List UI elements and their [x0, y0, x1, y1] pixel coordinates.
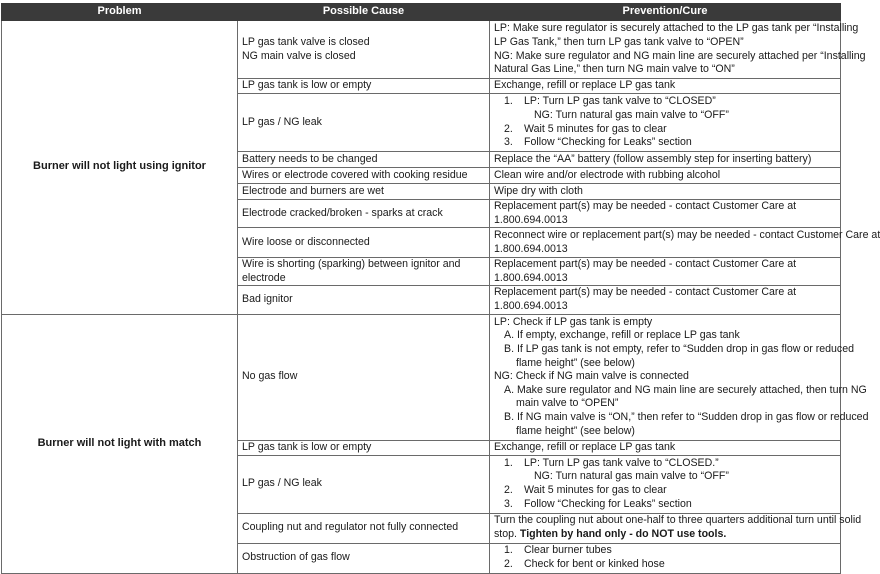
cure-text: NG: Make sure regulator and NG main line are securely attached per “Installing [494, 49, 866, 62]
cure-cell [490, 228, 880, 258]
cure-text: B. If LP gas tank is not empty, refer to “Sudden drop in gas flow or reduced [504, 343, 854, 356]
cure-text: Check for bent or kinked hose [524, 558, 665, 571]
cure-text: NG: Turn natural gas main valve to “OFF” [534, 108, 729, 121]
step-number: 1. [504, 456, 513, 469]
cause-cell: Wire is shorting (sparking) between ignitor and electrode [238, 258, 490, 286]
cure-text: Follow “Checking for Leaks” section [524, 136, 692, 149]
cure-text: NG: Check if NG main valve is connected [494, 370, 689, 383]
cause-cell: Coupling nut and regulator not fully connected [238, 513, 490, 543]
cure-text: Follow “Checking for Leaks” section [524, 497, 692, 510]
cause-cell: Electrode and burners are wet [238, 184, 490, 200]
cause-text: LP gas tank valve is closed [242, 35, 370, 48]
cause-cell [238, 21, 490, 79]
cure-text: A. If empty, exchange, refill or replace LP gas tank [504, 329, 740, 342]
cure-text: A. Make sure regulator and NG main line are securely attached, then turn NG [504, 383, 867, 396]
cure-text: LP: Check if LP gas tank is empty [494, 315, 653, 328]
cause-cell: LP gas / NG leak [238, 455, 490, 513]
cause-cell: Wire loose or disconnected [238, 228, 490, 258]
header-cause: Possible Cause [238, 4, 490, 21]
table-row [2, 314, 841, 440]
problem-cell: Burner will not light with match [2, 314, 238, 573]
cure-text: B. If NG main valve is “ON,” then refer to “Sudden drop in gas flow or reduced [504, 411, 869, 424]
problem-cell: Burner will not light using ignitor [2, 21, 238, 315]
header-row [2, 4, 841, 21]
header-cure: Prevention/Cure [490, 4, 841, 21]
cure-cell [490, 513, 862, 543]
cure-cell [490, 314, 869, 440]
step-number: 3. [504, 136, 513, 149]
cure-text: LP: Make sure regulator is securely attached to the LP gas tank per “Installing [494, 22, 859, 35]
cure-cell: Replace the “AA” battery (follow assembly step for inserting battery) [490, 152, 841, 168]
cure-text: Reconnect wire or replacement part(s) may be needed - contact Customer Care at [494, 229, 880, 242]
cure-text: Natural Gas Line,” then turn NG main valve to “ON” [494, 63, 735, 76]
cure-text: stop. [494, 528, 517, 541]
cure-cell [490, 94, 841, 152]
cure-text: LP: Turn LP gas tank valve to “CLOSED.” [524, 456, 719, 469]
cure-text: Turn the coupling nut about one-half to three quarters additional turn until solid [494, 514, 862, 527]
cure-text: main valve to “OPEN” [516, 397, 619, 410]
troubleshooting-table [1, 3, 880, 574]
cure-cell: Replacement part(s) may be needed - contact Customer Care at 1.800.694.0013 [490, 258, 841, 286]
cure-text: Wait 5 minutes for gas to clear [524, 484, 667, 497]
cure-cell [490, 543, 841, 573]
step-number: 2. [504, 484, 513, 497]
cure-cell: Wipe dry with cloth [490, 184, 841, 200]
cause-cell: Obstruction of gas flow [238, 543, 490, 573]
cause-cell: Battery needs to be changed [238, 152, 490, 168]
cure-cell: Replacement part(s) may be needed - contact Customer Care at 1.800.694.0013 [490, 200, 841, 228]
cause-cell: Wires or electrode covered with cooking residue [238, 168, 490, 184]
cure-text: LP: Turn LP gas tank valve to “CLOSED” [524, 95, 716, 108]
cause-cell: LP gas / NG leak [238, 94, 490, 152]
cure-cell: Replacement part(s) may be needed - contact Customer Care at 1.800.694.0013 [490, 286, 841, 314]
cure-text: LP Gas Tank,” then turn LP gas tank valve to “OPEN” [494, 35, 744, 48]
step-number: 2. [504, 558, 513, 571]
cause-cell: LP gas tank is low or empty [238, 440, 490, 455]
step-number: 1. [504, 544, 513, 557]
step-number: 2. [504, 122, 513, 135]
header-problem: Problem [2, 4, 238, 21]
cause-cell: LP gas tank is low or empty [238, 79, 490, 94]
cure-text: NG: Turn natural gas main valve to “OFF” [534, 470, 729, 483]
cure-cell: Exchange, refill or replace LP gas tank [490, 440, 841, 455]
cure-emphasis: Tighten by hand only - do NOT use tools. [519, 528, 727, 541]
cure-text: flame height” (see below) [516, 424, 635, 437]
cause-cell: Electrode cracked/broken - sparks at crack [238, 200, 490, 228]
step-number: 1. [504, 95, 513, 108]
cure-cell: Clean wire and/or electrode with rubbing alcohol [490, 168, 841, 184]
table-row [2, 21, 841, 79]
cure-text: Clear burner tubes [524, 544, 612, 557]
cure-text: flame height” (see below) [516, 356, 635, 369]
cure-cell [490, 21, 866, 79]
cure-cell: Exchange, refill or replace LP gas tank [490, 79, 841, 94]
cause-cell: Bad ignitor [238, 286, 490, 314]
cure-cell [490, 455, 841, 513]
cure-text: 1.800.694.0013 [494, 242, 568, 255]
step-number: 3. [504, 497, 513, 510]
cause-text: NG main valve is closed [242, 49, 356, 62]
cause-cell: No gas flow [238, 314, 490, 440]
cure-text: Wait 5 minutes for gas to clear [524, 122, 667, 135]
